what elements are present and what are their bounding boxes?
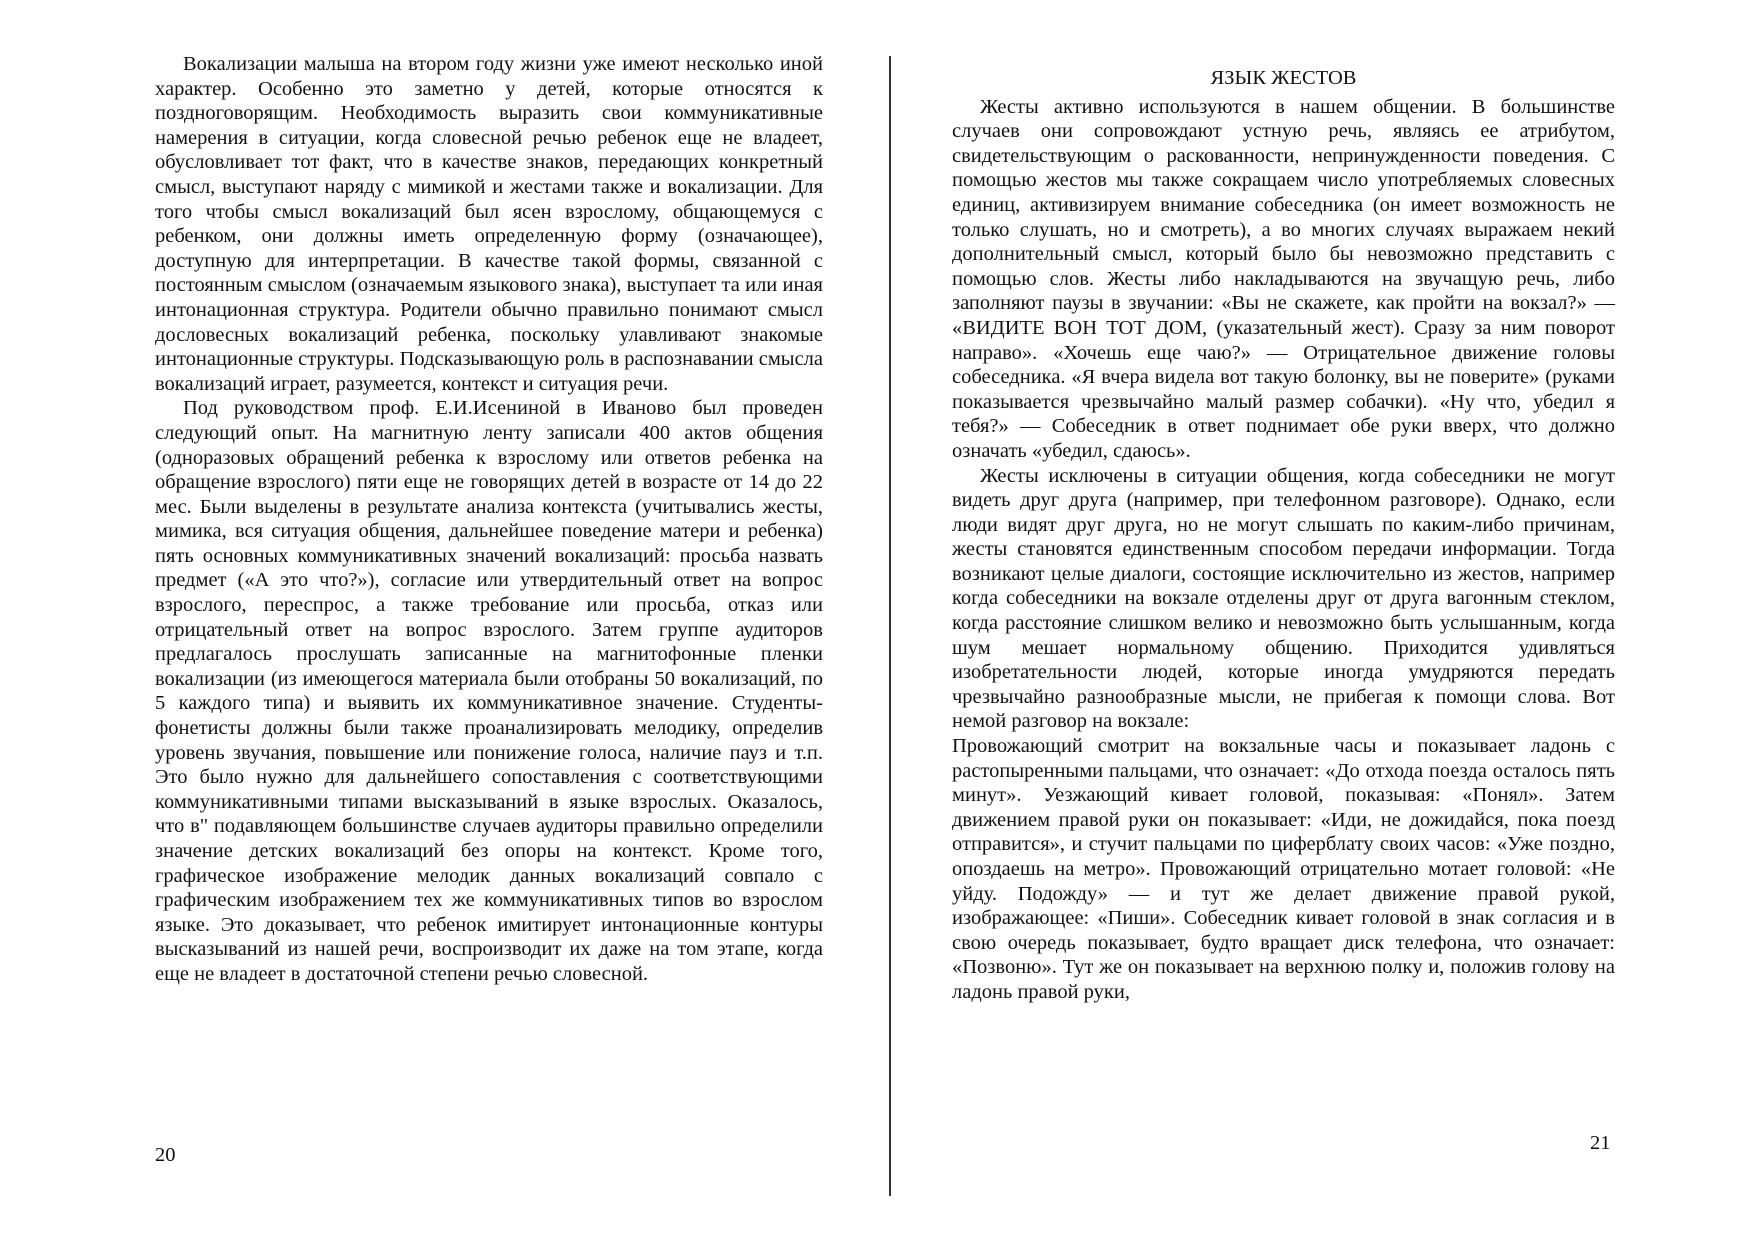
quoted-example: Провожающий смотрит на вокзальные часы и показывает ладонь с растопыренными пальцами, что означает: «До отхода поезда осталось пять минут». Уезжающий кивает головой, показывая: «Понял». Затем движением правой руки он показывает: «Иди, не дожидайся, пока поезд отправится», и стучит пальцами по циферблату своих часов: «Уже поздно, опоздаешь на метро». Провожающий отрицательно мотает головой: «Не уйду. Подожду» — и тут же делает движение правой рукой, изображающее: «Пиши». Собеседник кивает головой в знак согласия и в свою очередь показывает, будто вращает диск телефона, что означает: «Позвоню». Тут же он показывает на верхнюю полку и, положив голову на ладонь правой руки, bbox=[952, 735, 1615, 1003]
left-page bbox=[155, 52, 823, 987]
chapter-title: ЯЗЫК ЖЕСТОВ bbox=[1210, 67, 1357, 89]
right-paragraph-2: Жесты исключены в ситуации общения, когда собеседники не могут видеть друг друга (например, при телефонном разговоре). Однако, если люди видят друг друга, но не могут слышать по каким-либо причинам, жесты становятся единственным способом передачи информации. Тогда возникают целые диалоги, состоящие исключительно из жестов, например когда собеседники на вокзале отделены друг от друга вагонным стеклом, когда расстояние слишком велико и невозможно быть услышанным, когда шум мешает нормальному общению. Приходится удивляться изобретательности людей, которые иногда умудряются передать чрезвычайно разнообразные мысли, не прибегая к помощи слова. Вот немой разговор на вокзале: bbox=[952, 464, 1615, 733]
right-page bbox=[952, 66, 1615, 1005]
right-paragraph-1: Жесты активно используются в нашем общении. В большинстве случаев они сопровождают устную речь, являясь ее атрибутом, свидетельствующим о раскованности, непринужденности поведения. С помощью жестов мы также сокращаем число употребляемых словесных единиц, активизируем внимание собеседника (он имеет возможность не только слушать, но и смотреть), а во многих случаях выражаем некий дополнительный смысл, который было бы невозможно представить с помощью слов. Жесты либо накладываются на звучащую речь, либо заполняют паузы в звучании: «Вы не скажете, как пройти на вокзал?» — «ВИДИТЕ ВОН ТОТ ДОМ, (указательный жест). Сразу за ним поворот направо». «Хочешь еще чаю?» — Отрицательное движение головы собеседника. «Я вчера видела вот такую болонку, вы не поверите» (руками показывается чрезвычайно малый размер собачки). «Ну что, убедил я тебя?» — Собеседник в ответ поднимает обе руки вверх, что должно означать «убедил, сдаюсь». bbox=[952, 95, 1615, 462]
page-number-right: 21 bbox=[1590, 1132, 1611, 1154]
left-paragraph-2: Под руководством проф. Е.И.Исениной в Иваново был проведен следующий опыт. На магнитную ленту записали 400 актов общения (одноразовых обращений ребенка к взрослому или ответов ребенка на обращение взрослого) пяти еще не говорящих детей в возрасте от 14 до 22 мес. Были выделены в результате анализа контекста (учитывались жесты, мимика, вся ситуация общения, дальнейшее поведение матери и ребенка) пять основных коммуникативных значений вокализаций: просьба назвать предмет («А это что?»), согласие или утвердительный ответ на вопрос взрослого, переспрос, а также требование или просьба, отказ или отрицательный ответ на вопрос взрослого. Затем группе аудиторов предлагалось прослушать записанные на магнитофонные пленки вокализации (из имеющегося материала были отобраны 50 вокализаций, по 5 каждого типа) и выявить их коммуникативное значение. Студенты-фонетисты должны были также проанализировать мелодику, определив уровень звучания, повышение или понижение голоса, наличие пауз и т.п. Это было нужно для дальнейшего сопоставления с соответствующими коммуникативными типами высказываний в языке взрослых. Оказалось, что в" подавляющем большинстве случаев аудиторы правильно определили значение детских вокализаций без опоры на контекст. Кроме того, графическое изображение мелодик данных вокализаций совпало с графическим изображением тех же коммуникативных типов во взрослом языке. Это доказывает, что ребенок имитирует интонационные контуры высказываний из нашей речи, воспроизводит их даже на том этапе, когда еще не владеет в достаточной степени речью словесной. bbox=[155, 397, 823, 985]
page-spine-divider bbox=[889, 56, 891, 1196]
left-paragraph-1: Вокализации малыша на втором году жизни уже имеют несколько иной характер. Особенно это заметно у детей, которые относятся к поздноговорящим. Необходимость выразить свои коммуникативные намерения в ситуации, когда словесной речью ребенок еще не владеет, обусловливает тот факт, что в качестве знаков, передающих конкретный смысл, выступают наряду с мимикой и жестами также и вокализации. Для того чтобы смысл вокализаций был ясен взрослому, общающемуся с ребенком, они должны иметь определенную форму (означающее), доступную для интерпретации. В качестве такой формы, связанной с постоянным смыслом (означаемым языкового знака), выступает та или иная интонационная структура. Родители обычно правильно понимают смысл дословесных вокализаций ребенка, поскольку улавливают знакомые интонационные структуры. Подсказывающую роль в распознавании смысла вокализаций играет, разумеется, контекст и ситуация речи. bbox=[155, 53, 823, 395]
page-number-left: 20 bbox=[155, 1144, 176, 1166]
